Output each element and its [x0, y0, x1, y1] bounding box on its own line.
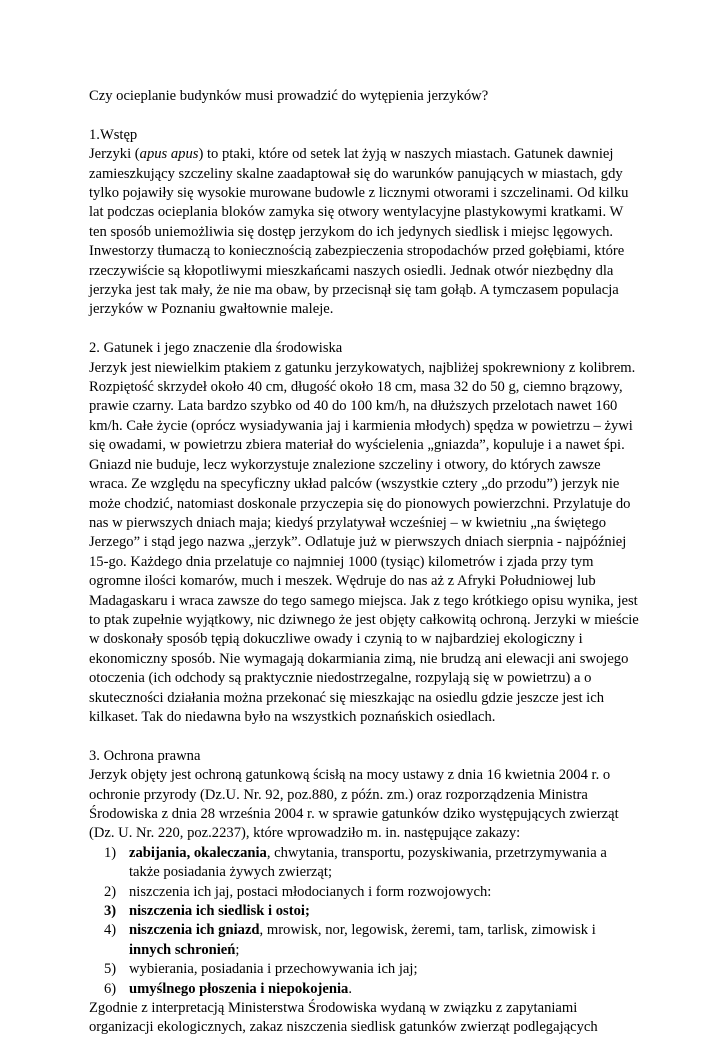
paragraph-line: Madagaskaru i wraca zawsze do tego samego miejsca. Jak z tego krótkiego opisu wynika, jest	[89, 592, 638, 609]
paragraph-line: Rozpiętość skrzydeł około 40 cm, długość około 18 cm, masa 32 do 50 g, ciemno brązowy,	[89, 379, 623, 396]
paragraph-line: wraca. Ze względu na specyficzny układ palców (wszystkie cztery „do przodu”) jerzyk nie	[89, 476, 620, 493]
list-item: 1) zabijania, okaleczania, chwytania, transportu, pozyskiwania, przetrzymywania a także posiadania żywych zwierząt;	[104, 844, 607, 881]
section-heading-intro: 1.Wstęp	[89, 126, 138, 143]
list-number: 3)	[104, 903, 117, 920]
paragraph-line: rzeczywiście są kłopotliwymi mieszkańcami naszych osiedli. Jednak otwór niezbędny dla	[89, 262, 614, 279]
list-item: 6) umyślnego płoszenia i niepokojenia.	[89, 980, 669, 999]
list-item: 3) niszczenia ich siedlisk i ostoi;	[89, 902, 669, 921]
paragraph-line: km/h. Całe życie (oprócz wysiadywania jaj i karmienia młodych) spędza w powietrzu – żywi	[89, 417, 633, 434]
paragraph-line: Jerzyk jest niewielkim ptakiem z gatunku jerzykowatych, najbliżej spokrewniony z kolibrem.	[89, 359, 636, 376]
document-title: Czy ocieplanie budynków musi prowadzić do wytępienia jerzyków?	[89, 88, 489, 104]
paragraph-line: skuteczności działania można przekonać się mieszkając na osiedlu gdzie jeszcze jest ich	[89, 689, 605, 706]
paragraph-line: ten sposób uniemożliwia się dostęp jerzykom do ich jedynych siedlisk i miejsc lęgowych.	[89, 223, 614, 240]
paragraph-line: Zgodnie z interpretacją Ministerstwa Środowiska wydaną w związku z zapytaniami	[89, 1000, 578, 1017]
paragraph-line: Jerzego” i stąd jego nazwa „jerzyk”. Odlatuje już w pierwszych dniach sierpnia - najpóźniej	[89, 534, 627, 551]
paragraph-line: Inwestorzy tłumaczą to koniecznością zabezpieczenia stropodachów przed gołębiami, które	[89, 243, 625, 260]
paragraph-line: Jerzyk objęty jest ochroną gatunkową ścisłą na mocy ustawy z dnia 16 kwietnia 2004 r. o	[89, 767, 611, 784]
list-item: 4) niszczenia ich gniazd, mrowisk, nor, legowisk, żeremi, tam, tarlisk, zimowisk i innych schronień;	[104, 922, 596, 958]
paragraph-line: się owadami, w powietrzu zbiera materiał do wyścielenia „gniazda”, kopuluje i a nawet śpi.	[89, 437, 625, 454]
paragraph-line: ekonomiczny sposób. Nie wymagają dokarmiania zimą, nie brudzą ani elewacji ani swojego	[89, 650, 629, 667]
paragraph-line: to ptak zupełnie wyjątkowy, nic dziwnego że jest objęty całkowitą ochroną. Jerzyki w mieście	[89, 611, 639, 628]
paragraph-line: nas w pierwszych dniach maja; kiedyś przylatywał wcześniej – w kwietniu „na świętego	[89, 514, 607, 531]
paragraph-line: w doskonały sposób tępią dokuczliwe owady i czynią to w najbardziej ekologiczny i	[89, 631, 583, 648]
paragraph-line: otoczenia (ich odchody są praktycznie niedostrzegalne, rozpylają się w powietrzu) a o	[89, 670, 592, 687]
list-number: 5)	[104, 961, 117, 978]
paragraph-line: lat podczas ocieplania bloków zamyka się otwory wentylacyjne plastykowymi kratkami. W	[89, 204, 624, 221]
list-number: 2)	[104, 883, 117, 900]
list-number: 4)	[104, 922, 117, 939]
paragraph-line: (Dz. U. Nr. 220, poz.2237), które wprowadziło m. in. następujące zakazy:	[89, 825, 521, 842]
paragraph-line: prawie czarny. Lata bardzo szybko od 40 do 100 km/h, na dłuższych przelotach nawet 160	[89, 398, 618, 415]
section-heading-species: 2. Gatunek i jego znaczenie dla środowiska	[89, 340, 343, 357]
paragraph-line: tylko pojawiły się wysokie murowane budowle z licznymi otworami i szczelinami. Od kilku	[89, 185, 629, 202]
list-item: 2) niszczenia ich jaj, postaci młodocianych i form rozwojowych:	[89, 883, 669, 902]
paragraph-line: Środowiska z dnia 28 września 2004 r. w sprawie gatunków dziko występujących zwierząt	[89, 805, 619, 822]
paragraph-line: kilkaset. Tak do niedawna było na wszystkich poznańskich osiedlach.	[89, 708, 496, 725]
paragraph-line: organizacji ekologicznych, zakaz niszczenia siedlisk gatunków zwierząt podlegających	[89, 1019, 598, 1036]
paragraph-line: ochronie przyrody (Dz.U. Nr. 92, poz.880, z późn. zm.) oraz rozporządzenia Ministra	[89, 786, 588, 803]
paragraph-line: jerzyków w Poznaniu gwałtownie maleje.	[89, 301, 334, 318]
latin-name: apus apus	[139, 146, 199, 163]
prohibitions-list	[89, 844, 669, 999]
list-number: 1)	[104, 844, 117, 861]
document-body	[89, 87, 669, 1038]
section-heading-legal: 3. Ochrona prawna	[89, 747, 201, 764]
list-item: 5) wybierania, posiadania i przechowywania ich jaj;	[89, 960, 669, 979]
paragraph-line: ogromne ilości komarów, much i meszek. Wędruje do nas aż z Afryki Południowej lub	[89, 573, 596, 590]
paragraph-line: zamieszkujący szczeliny skalne zaadaptował się do warunków panujących w miastach, gdy	[89, 165, 623, 182]
paragraph-line: 15-go. Każdego dnia przelatuje co najmniej 1000 (tysiąc) kilometrów i zjada przy tym	[89, 553, 594, 570]
paragraph-line: może chodzić, natomiast doskonale przyczepia się do pionowych powierzchni. Przylatuje do	[89, 495, 631, 512]
paragraph-line: jerzyka jest tak mały, że nie ma obaw, by przecisnął się tam gołąb. A tymczasem populacja	[89, 282, 619, 299]
list-number: 6)	[104, 980, 117, 997]
paragraph-line: Jerzyki (apus apus) to ptaki, które od setek lat żyją w naszych miastach. Gatunek dawniej	[89, 146, 614, 163]
paragraph-line: Gniazd nie buduje, lecz wykorzystuje znalezione szczeliny i otwory, do których zawsze	[89, 456, 601, 473]
